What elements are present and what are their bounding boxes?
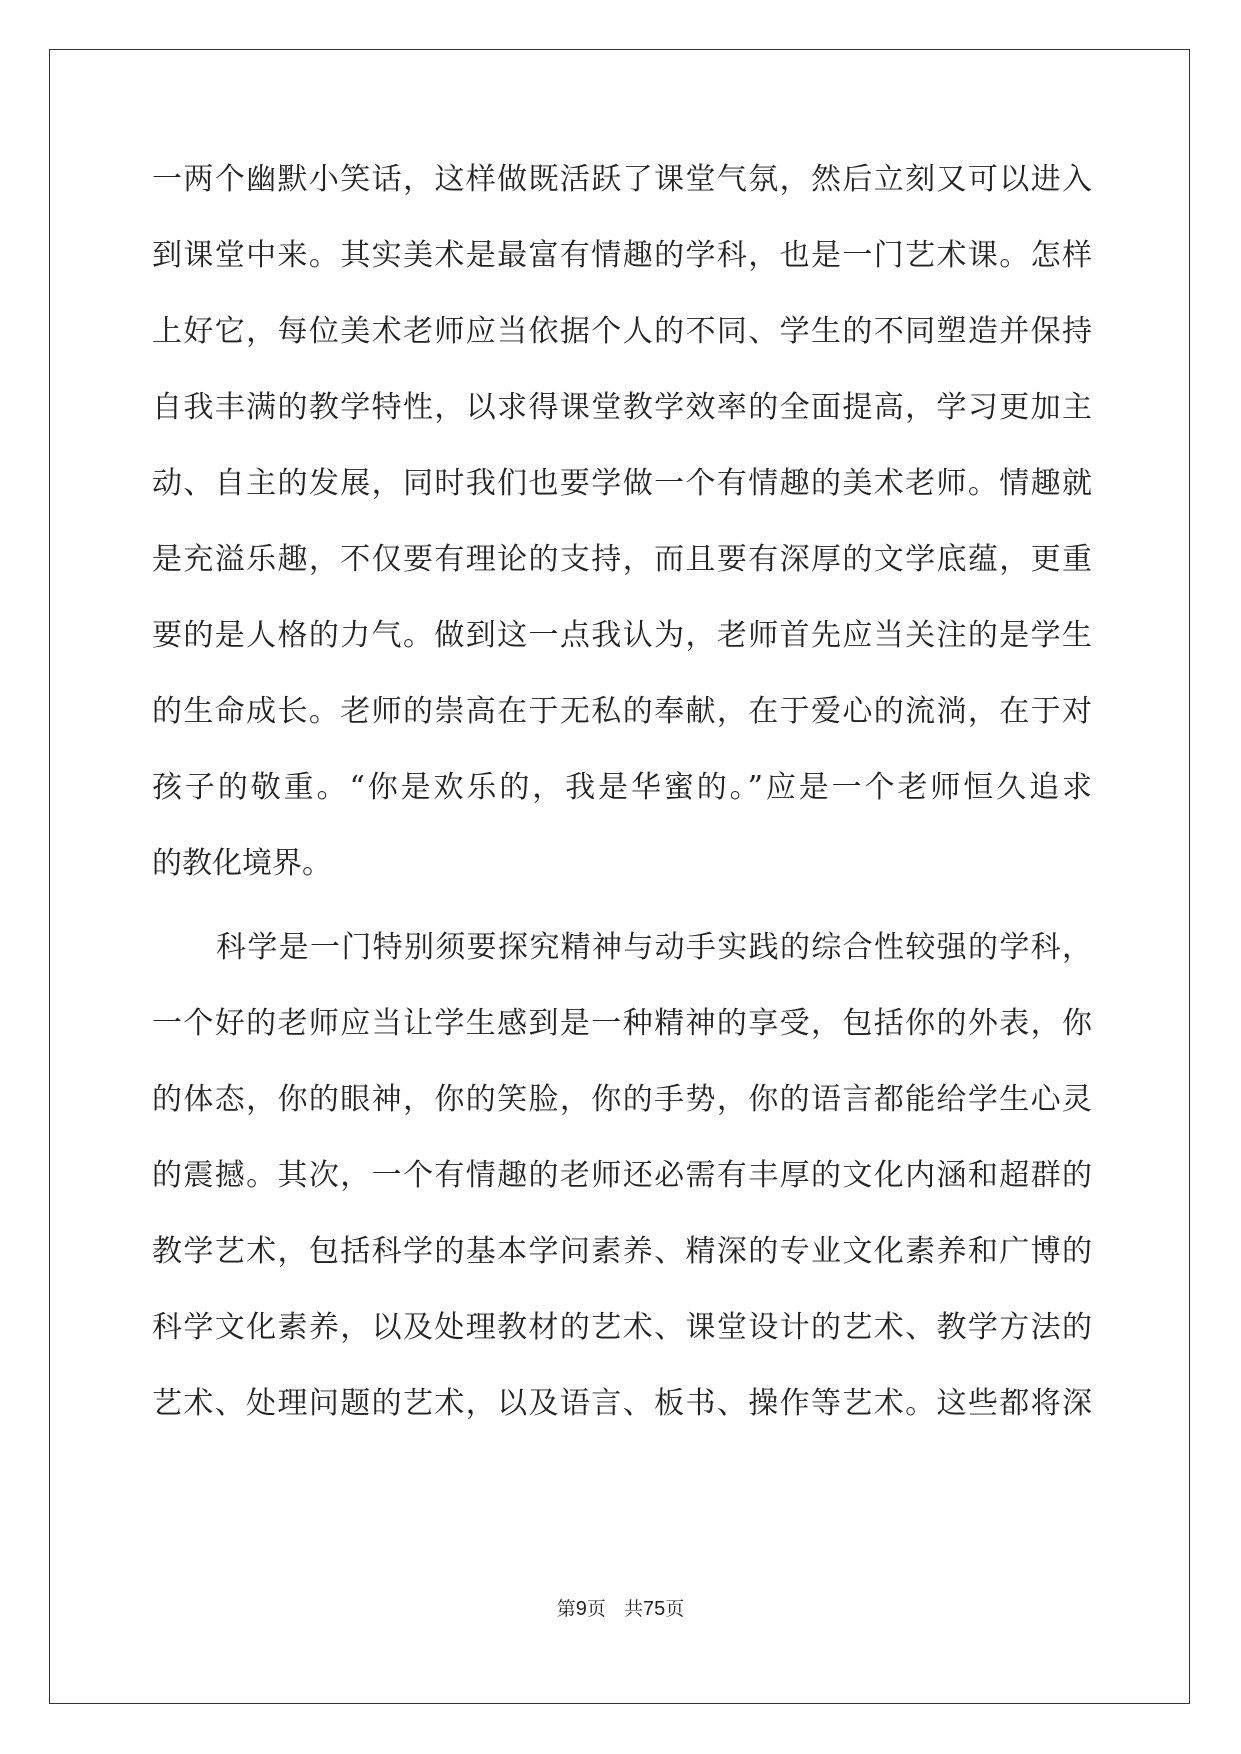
text-line: 科学文化素养，以及处理教材的艺术、课堂设计的艺术、教学方法的 [152, 1310, 1092, 1345]
document-body [152, 160, 1092, 1460]
text-line: 科学是一门特别须要探究精神与动手实践的综合性较强的学科， [216, 930, 1092, 965]
paragraph [152, 928, 1092, 1460]
text-line: 一两个幽默小笑话，这样做既活跃了课堂气氛，然后立刻又可以进入 [152, 162, 1092, 197]
total-label-prefix: 共 [623, 1598, 643, 1620]
text-line: 一个好的老师应当让学生感到是一种精神的享受，包括你的外表，你 [152, 1006, 1092, 1041]
text-line: 动、自主的发展，同时我们也要学做一个有情趣的美术老师。情趣就 [152, 466, 1092, 501]
text-line: 是充溢乐趣，不仅要有理论的支持，而且要有深厚的文学底蕴，更重 [152, 542, 1092, 577]
text-line: 到课堂中来。其实美术是最富有情趣的学科，也是一门艺术课。怎样 [152, 238, 1092, 273]
current-page-number: 9 [575, 1598, 587, 1620]
paragraph [152, 160, 1092, 920]
page-label-suffix: 页 [586, 1598, 606, 1620]
text-line: 的教化境界。 [152, 846, 332, 881]
page-label-prefix: 第 [556, 1598, 576, 1620]
text-line: 要的是人格的力气。做到这一点我认为，老师首先应当关注的是学生 [152, 618, 1092, 653]
text-line: 自我丰满的教学特性，以求得课堂教学效率的全面提高，学习更加主 [152, 390, 1092, 425]
text-line: 教学艺术，包括科学的基本学问素养、精深的专业文化素养和广博的 [152, 1234, 1092, 1269]
total-pages-number: 75 [642, 1598, 666, 1620]
text-line: 上好它，每位美术老师应当依据个人的不同、学生的不同塑造并保持 [152, 314, 1092, 349]
text-line: 的生命成长。老师的崇高在于无私的奉献，在于爱心的流淌，在于对 [152, 694, 1092, 729]
total-label-suffix: 页 [665, 1598, 685, 1620]
page-footer [0, 1597, 1241, 1621]
text-line: 孩子的敬重。“你是欢乐的，我是华蜜的。”应是一个老师恒久追求 [152, 770, 1092, 805]
text-line: 的震撼。其次，一个有情趣的老师还必需有丰厚的文化内涵和超群的 [152, 1158, 1092, 1193]
text-line: 的体态，你的眼神，你的笑脸，你的手势，你的语言都能给学生心灵 [152, 1082, 1092, 1117]
text-line: 艺术、处理问题的艺术，以及语言、板书、操作等艺术。这些都将深 [152, 1386, 1092, 1421]
